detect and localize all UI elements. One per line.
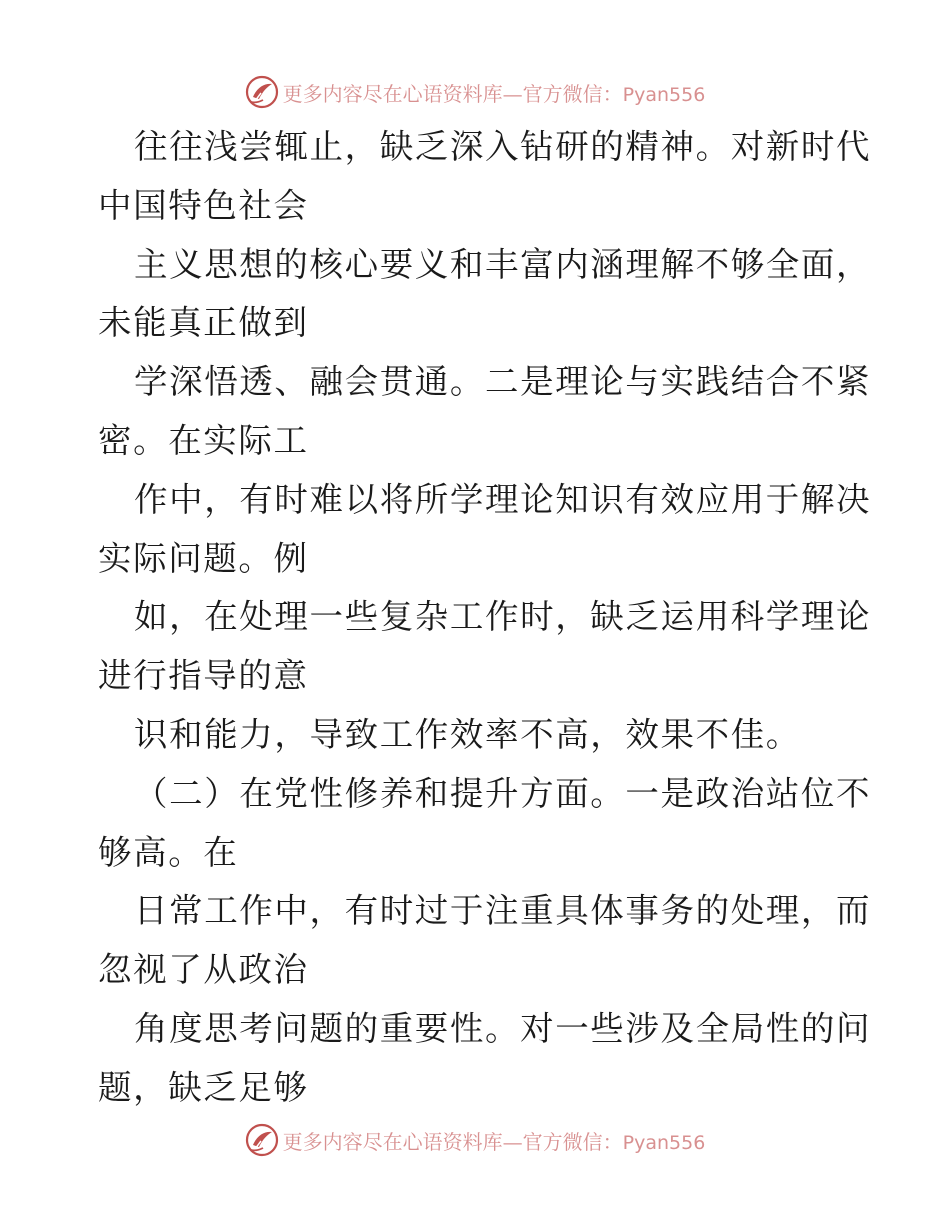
pen-logo-icon <box>245 75 279 109</box>
text-line: 作中，有时难以将所学理论知识有效应用于解决 <box>134 479 872 519</box>
text-line: 往往浅尝辄止，缺乏深入钻研的精神。对新时代 <box>134 127 872 166</box>
text-line: 密。在实际工 <box>98 420 309 460</box>
text-line: 实际问题。例 <box>98 538 309 578</box>
text-line: 忽视了从政治 <box>98 950 309 990</box>
text-line: 中国特色社会 <box>98 185 309 225</box>
text-line: 学深悟透、融会贯通。二是理论与实践结合不紧 <box>134 362 872 402</box>
watermark-text: 更多内容尽在心语资料库—官方微信：Pyan556 <box>282 81 706 106</box>
text-line: 识和能力，导致工作效率不高，效果不佳。 <box>134 714 801 754</box>
text-line: 进行指导的意 <box>98 656 309 696</box>
text-line: （二）在党性修养和提升方面。一是政治站位不 <box>134 773 872 813</box>
header-watermark <box>0 72 950 112</box>
text-line: 够高。在 <box>98 832 239 872</box>
text-line: 如，在处理一些复杂工作时，缺乏运用科学理论 <box>134 597 872 637</box>
document-body <box>98 118 872 1118</box>
footer-watermark <box>0 1120 950 1160</box>
text-line: 题，缺乏足够 <box>98 1067 309 1107</box>
text-line: 日常工作中，有时过于注重具体事务的处理，而 <box>134 891 872 931</box>
text-line: 角度思考问题的重要性。对一些涉及全局性的问 <box>134 1008 872 1048</box>
text-line: 主义思想的核心要义和丰富内涵理解不够全面， <box>134 244 872 284</box>
watermark-text: 更多内容尽在心语资料库—官方微信：Pyan556 <box>282 1129 706 1154</box>
text-line: 未能真正做到 <box>98 303 309 343</box>
pen-logo-icon <box>245 1123 279 1157</box>
